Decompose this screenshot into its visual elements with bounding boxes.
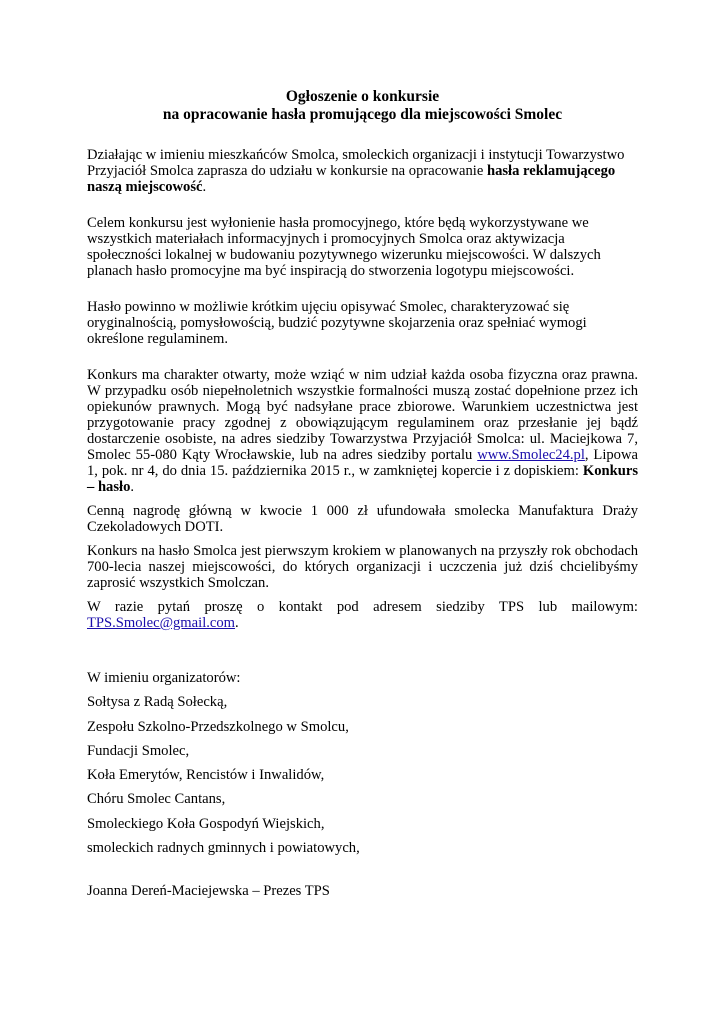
organizer-item: Sołtysa z Radą Sołecką, <box>87 694 228 711</box>
organizer-item: Smoleckiego Koła Gospodyń Wiejskich, <box>87 815 325 832</box>
organizer-item: Chóru Smolec Cantans, <box>87 791 226 808</box>
title-line-2: na opracowanie hasła promującego dla miejscowości Smolec <box>162 106 563 123</box>
rules-paragraph <box>87 367 638 495</box>
smolec24-link[interactable]: www.Smolec24.pl <box>477 447 585 463</box>
rules-envelope-label: Konkurs – hasło <box>87 463 638 495</box>
contact-email-link[interactable]: TPS.Smolec@gmail.com <box>87 615 236 631</box>
organizers-block <box>87 666 638 860</box>
intro-paragraph <box>87 147 638 195</box>
organizer-item: Koła Emerytów, Rencistów i Inwalidów, <box>87 767 325 784</box>
rules-end: . <box>130 479 135 495</box>
contact-paragraph <box>87 599 638 631</box>
signature: Joanna Dereń-Maciejewska – Prezes TPS <box>87 883 330 900</box>
prize-paragraph: Cenną nagrodę główną w kwocie 1 000 zł ufundowała smolecka Manufaktura Draży Czekoladowych DOTI. <box>87 503 638 535</box>
organizers-intro: W imieniu organizatorów: <box>87 670 241 686</box>
title-line-1: Ogłoszenie o konkursie <box>285 88 440 105</box>
intro-end: . <box>202 179 207 195</box>
goal-paragraph: Celem konkursu jest wyłonienie hasła promocyjnego, które będą wykorzystywane we wszystkich materiałach informacyjnych i promocyjnych Smolca oraz aktywizacja społeczności lokalnej w budowaniu pozytywnego wizerunku miejscowości. W dalszych planach hasło promocyjne ma być inspiracją do stworzenia logotypu miejscowości. <box>87 215 601 279</box>
page-title <box>87 88 638 124</box>
slogan-requirements-paragraph: Hasło powinno w możliwie krótkim ujęciu opisywać Smolec, charakteryzować się oryginalnością, pomysłowością, budzić pozytywne skojarzenia oraz spełniać wymogi określone regulaminem. <box>87 299 587 347</box>
organizer-item: Zespołu Szkolno-Przedszkolnego w Smolcu, <box>87 718 349 735</box>
contact-end: . <box>235 615 239 631</box>
rules-text-continued: , Lipowa 1, pok. nr 4, do dnia 15. października 2015 r., w zamkniętej kopercie i z dopiskiem: <box>87 447 638 479</box>
organizer-item: Fundacji Smolec, <box>87 742 190 759</box>
contact-text: W razie pytań proszę o kontakt pod adresem siedziby TPS lub mailowym: <box>87 599 638 615</box>
anniversary-paragraph: Konkurs na hasło Smolca jest pierwszym krokiem w planowanych na przyszły rok obchodach 700-lecia naszej miejscowości, do których organizacji i uczczenia już dziś chcielibyśmy zaprosić wszystkich Smolczan. <box>87 543 638 591</box>
rules-text: Konkurs ma charakter otwarty, może wziąć w nim udział każda osoba fizyczna oraz prawna. W przypadku osób niepełnoletnich wszystkie formalności muszą zostać dopełnione przez ich opiekunów prawnych. Mogą być nadsyłane prace zbiorowe. Warunkiem uczestnictwa jest przygotowanie pracy zgodnej z obowiązującym regulaminem oraz przesłanie jej bądź dostarczenie osobiste, na adres siedziby Towarzystwa Przyjaciół Smolca: ul. Maciejkowa 7, Smolec 55-080 Kąty Wrocławskie, lub na adres siedziby portalu <box>87 367 638 463</box>
intro-text: Działając w imieniu mieszkańców Smolca, smoleckich organizacji i instytucji Towarzystwo Przyjaciół Smolca zaprasza do udziału w konkursie na opracowanie <box>87 147 625 179</box>
announcement-page <box>87 88 638 899</box>
organizer-item: smoleckich radnych gminnych i powiatowych, <box>87 840 360 857</box>
intro-bold-text: hasła reklamującego naszą miejscowość <box>87 163 616 195</box>
